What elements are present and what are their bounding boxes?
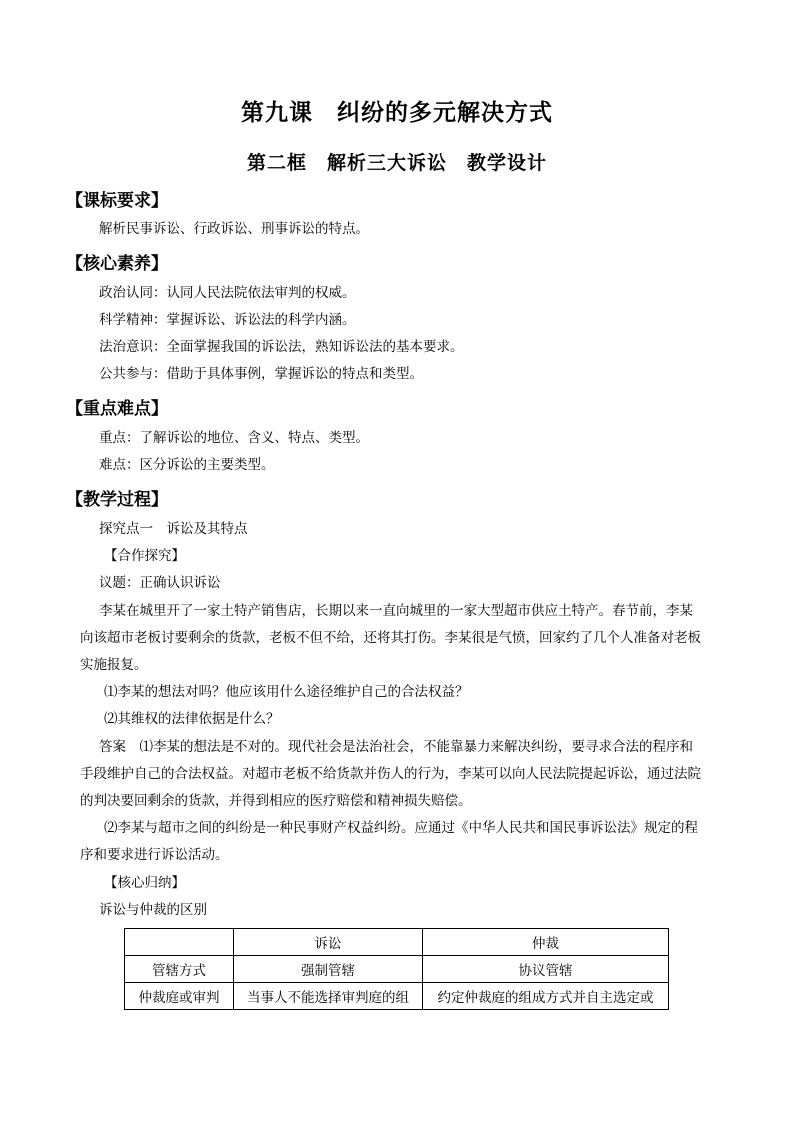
literacy-item: 科学精神：掌握诉讼、诉讼法的科学内涵。 — [99, 312, 356, 328]
summary-heading: 【核心归纳】 — [104, 875, 185, 891]
lesson-subtitle: 第二框 解析三大诉讼 教学设计 — [246, 152, 547, 174]
table-cell: 约定仲裁庭的组成方式并自主选定或 — [423, 983, 669, 1010]
table-row — [125, 956, 669, 983]
answer-line: 手段维护自己的合法权益。对超市老板不给货款并伤人的行为，李某可以向人民法院提起诉讼，通过法院 — [80, 766, 701, 782]
answer-line: 答案 ⑴李某的想法是不对的。现代社会是法治社会，不能靠暴力来解决纠纷，要寻求合法的程序和 — [99, 739, 693, 755]
case-paragraph-line: 李某在城里开了一家土特产销售店，长期以来一直向城里的一家大型超市供应土特产。春节前，李某 — [99, 603, 693, 619]
question-2: ⑵其维权的法律依据是什么？ — [104, 711, 280, 727]
curriculum-text: 解析民事诉讼、行政诉讼、刑事诉讼的特点。 — [99, 221, 369, 237]
table-row — [125, 983, 669, 1010]
table-cell: 协议管辖 — [423, 956, 669, 983]
literacy-item: 政治认同：认同人民法院依法审判的权威。 — [99, 285, 356, 301]
table-cell: 强制管辖 — [234, 956, 423, 983]
literacy-item: 公共参与：借助于具体事例，掌握诉讼的特点和类型。 — [99, 366, 423, 382]
table-header-cell: 诉讼 — [234, 929, 423, 956]
section-heading-literacy: 【核心素养】 — [66, 254, 168, 274]
answer2-line: ⑵李某与超市之间的纠纷是一种民事财产权益纠纷。应通过《中华人民共和国民事诉讼法》规定的程 — [104, 820, 698, 836]
answer-line: 的判决要回剩余的货款，并得到相应的医疗赔偿和精神损失赔偿。 — [80, 793, 472, 809]
table-header-row — [125, 929, 669, 956]
table-cell: 当事人不能选择审判庭的组 — [234, 983, 423, 1010]
lesson-title: 第九课 纠纷的多元解决方式 — [241, 99, 553, 126]
comparison-table — [124, 928, 669, 1010]
keypoint-item: 难点：区分诉讼的主要类型。 — [99, 457, 275, 473]
coop-heading: 【合作探究】 — [104, 548, 185, 564]
table-header-cell: 仲裁 — [423, 929, 669, 956]
question-1: ⑴李某的想法对吗？他应该用什么途径维护自己的合法权益？ — [104, 684, 469, 700]
keypoint-item: 重点：了解诉讼的地位、含义、特点、类型。 — [99, 430, 369, 446]
explore-point: 探究点一 诉讼及其特点 — [99, 521, 248, 537]
answer2-line: 序和要求进行诉讼活动。 — [80, 847, 229, 863]
case-paragraph-line: 实施报复。 — [80, 657, 148, 673]
table-cell: 仲裁庭或审判 — [125, 983, 234, 1010]
section-heading-curriculum: 【课标要求】 — [66, 191, 168, 211]
table-cell: 管辖方式 — [125, 956, 234, 983]
topic-text: 议题：正确认识诉讼 — [99, 575, 221, 591]
literacy-item: 法治意识：全面掌握我国的诉讼法，熟知诉讼法的基本要求。 — [99, 339, 464, 355]
case-paragraph-line: 向该超市老板讨要剩余的货款，老板不但不给，还将其打伤。李某很是气愤，回家约了几个人准备对老板 — [80, 630, 701, 646]
section-heading-keypoints: 【重点难点】 — [66, 399, 168, 419]
table-header-cell — [125, 929, 234, 956]
section-heading-process: 【教学过程】 — [66, 490, 168, 510]
table-caption: 诉讼与仲裁的区别 — [99, 902, 207, 918]
